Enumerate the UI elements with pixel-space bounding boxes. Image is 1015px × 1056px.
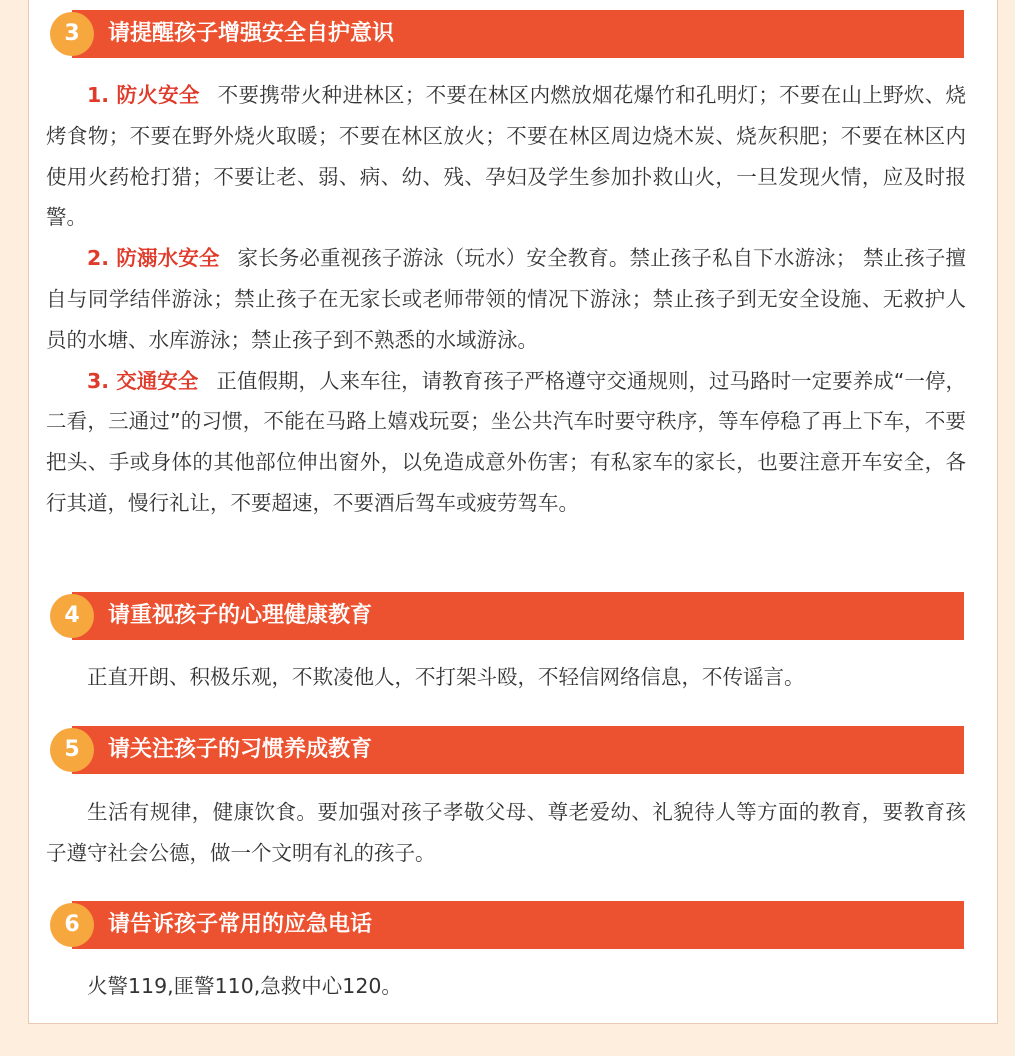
section-number-badge: 5 — [50, 728, 94, 772]
section-4-body — [46, 657, 966, 698]
section-6-body — [46, 966, 966, 1007]
paragraph-traffic-safety — [46, 361, 966, 524]
section-title: 请关注孩子的习惯养成教育 — [108, 737, 373, 762]
section-title: 请重视孩子的心理健康教育 — [108, 603, 373, 628]
section-5-body — [46, 792, 966, 874]
section-header-5 — [50, 726, 964, 774]
section-number-badge: 3 — [50, 12, 94, 56]
section-title: 请告诉孩子常用的应急电话 — [108, 912, 373, 937]
section-number-badge: 4 — [50, 594, 94, 638]
section-header-3 — [50, 10, 964, 58]
paragraph-fire-safety — [46, 75, 966, 238]
paragraph-text: 不要携带火种进林区；不要在林区内燃放烟花爆竹和孔明灯；不要在山上野炊、烧烤食物；不要在野外烧火取暖；不要在林区放火；不要在林区周边烧木炭、烧灰积肥；不要在林区内使用火药枪打猎；不要让老、弱、病、幼、残、孕妇及学生参加扑救山火，一旦发现火情，应及时报警。 — [46, 83, 966, 230]
paragraph-text: 正值假期，人来车往，请教育孩子严格遵守交通规则，过马路时一定要养成“一停，二看，三通过”的习惯，不能在马路上嬉戏玩耍；坐公共汽车时要守秩序，等车停稳了再上下车，不要把头、手或身体的其他部位伸出窗外，以免造成意外伤害；有私家车的家长，也要注意开车安全，各行其道，慢行礼让，不要超速，不要酒后驾车或疲劳驾车。 — [46, 368, 966, 515]
paragraph-habit-education: 生活有规律，健康饮食。要加强对孩子孝敬父母、尊老爱幼、礼貌待人等方面的教育，要教育孩子遵守社会公德，做一个文明有礼的孩子。 — [46, 800, 966, 865]
paragraph-emergency-numbers: 火警119,匪警110,急救中心120。 — [87, 974, 402, 998]
section-title: 请提醒孩子增强安全自护意识 — [108, 21, 395, 46]
paragraph-mental-health: 正直开朗、积极乐观，不欺凌他人，不打架斗殴，不轻信网络信息，不传谣言。 — [87, 665, 805, 689]
paragraph-drowning-safety — [46, 238, 966, 360]
section-3-body — [46, 75, 966, 524]
paragraph-text: 家长务必重视孩子游泳（玩水）安全教育。禁止孩子私自下水游泳； 禁止孩子擅自与同学结伴游泳；禁止孩子在无家长或老师带领的情况下游泳；禁止孩子到无安全设施、无救护人员的水塘、水库游泳；禁止孩子到不熟悉的水域游泳。 — [46, 246, 966, 352]
section-header-6 — [50, 901, 964, 949]
subheading-drowning-safety: 2. 防溺水安全 — [87, 246, 220, 271]
subheading-fire-safety: 1. 防火安全 — [87, 83, 200, 107]
section-header-4 — [50, 592, 964, 640]
subheading-traffic-safety: 3. 交通安全 — [87, 368, 199, 393]
section-number-badge: 6 — [50, 903, 94, 947]
